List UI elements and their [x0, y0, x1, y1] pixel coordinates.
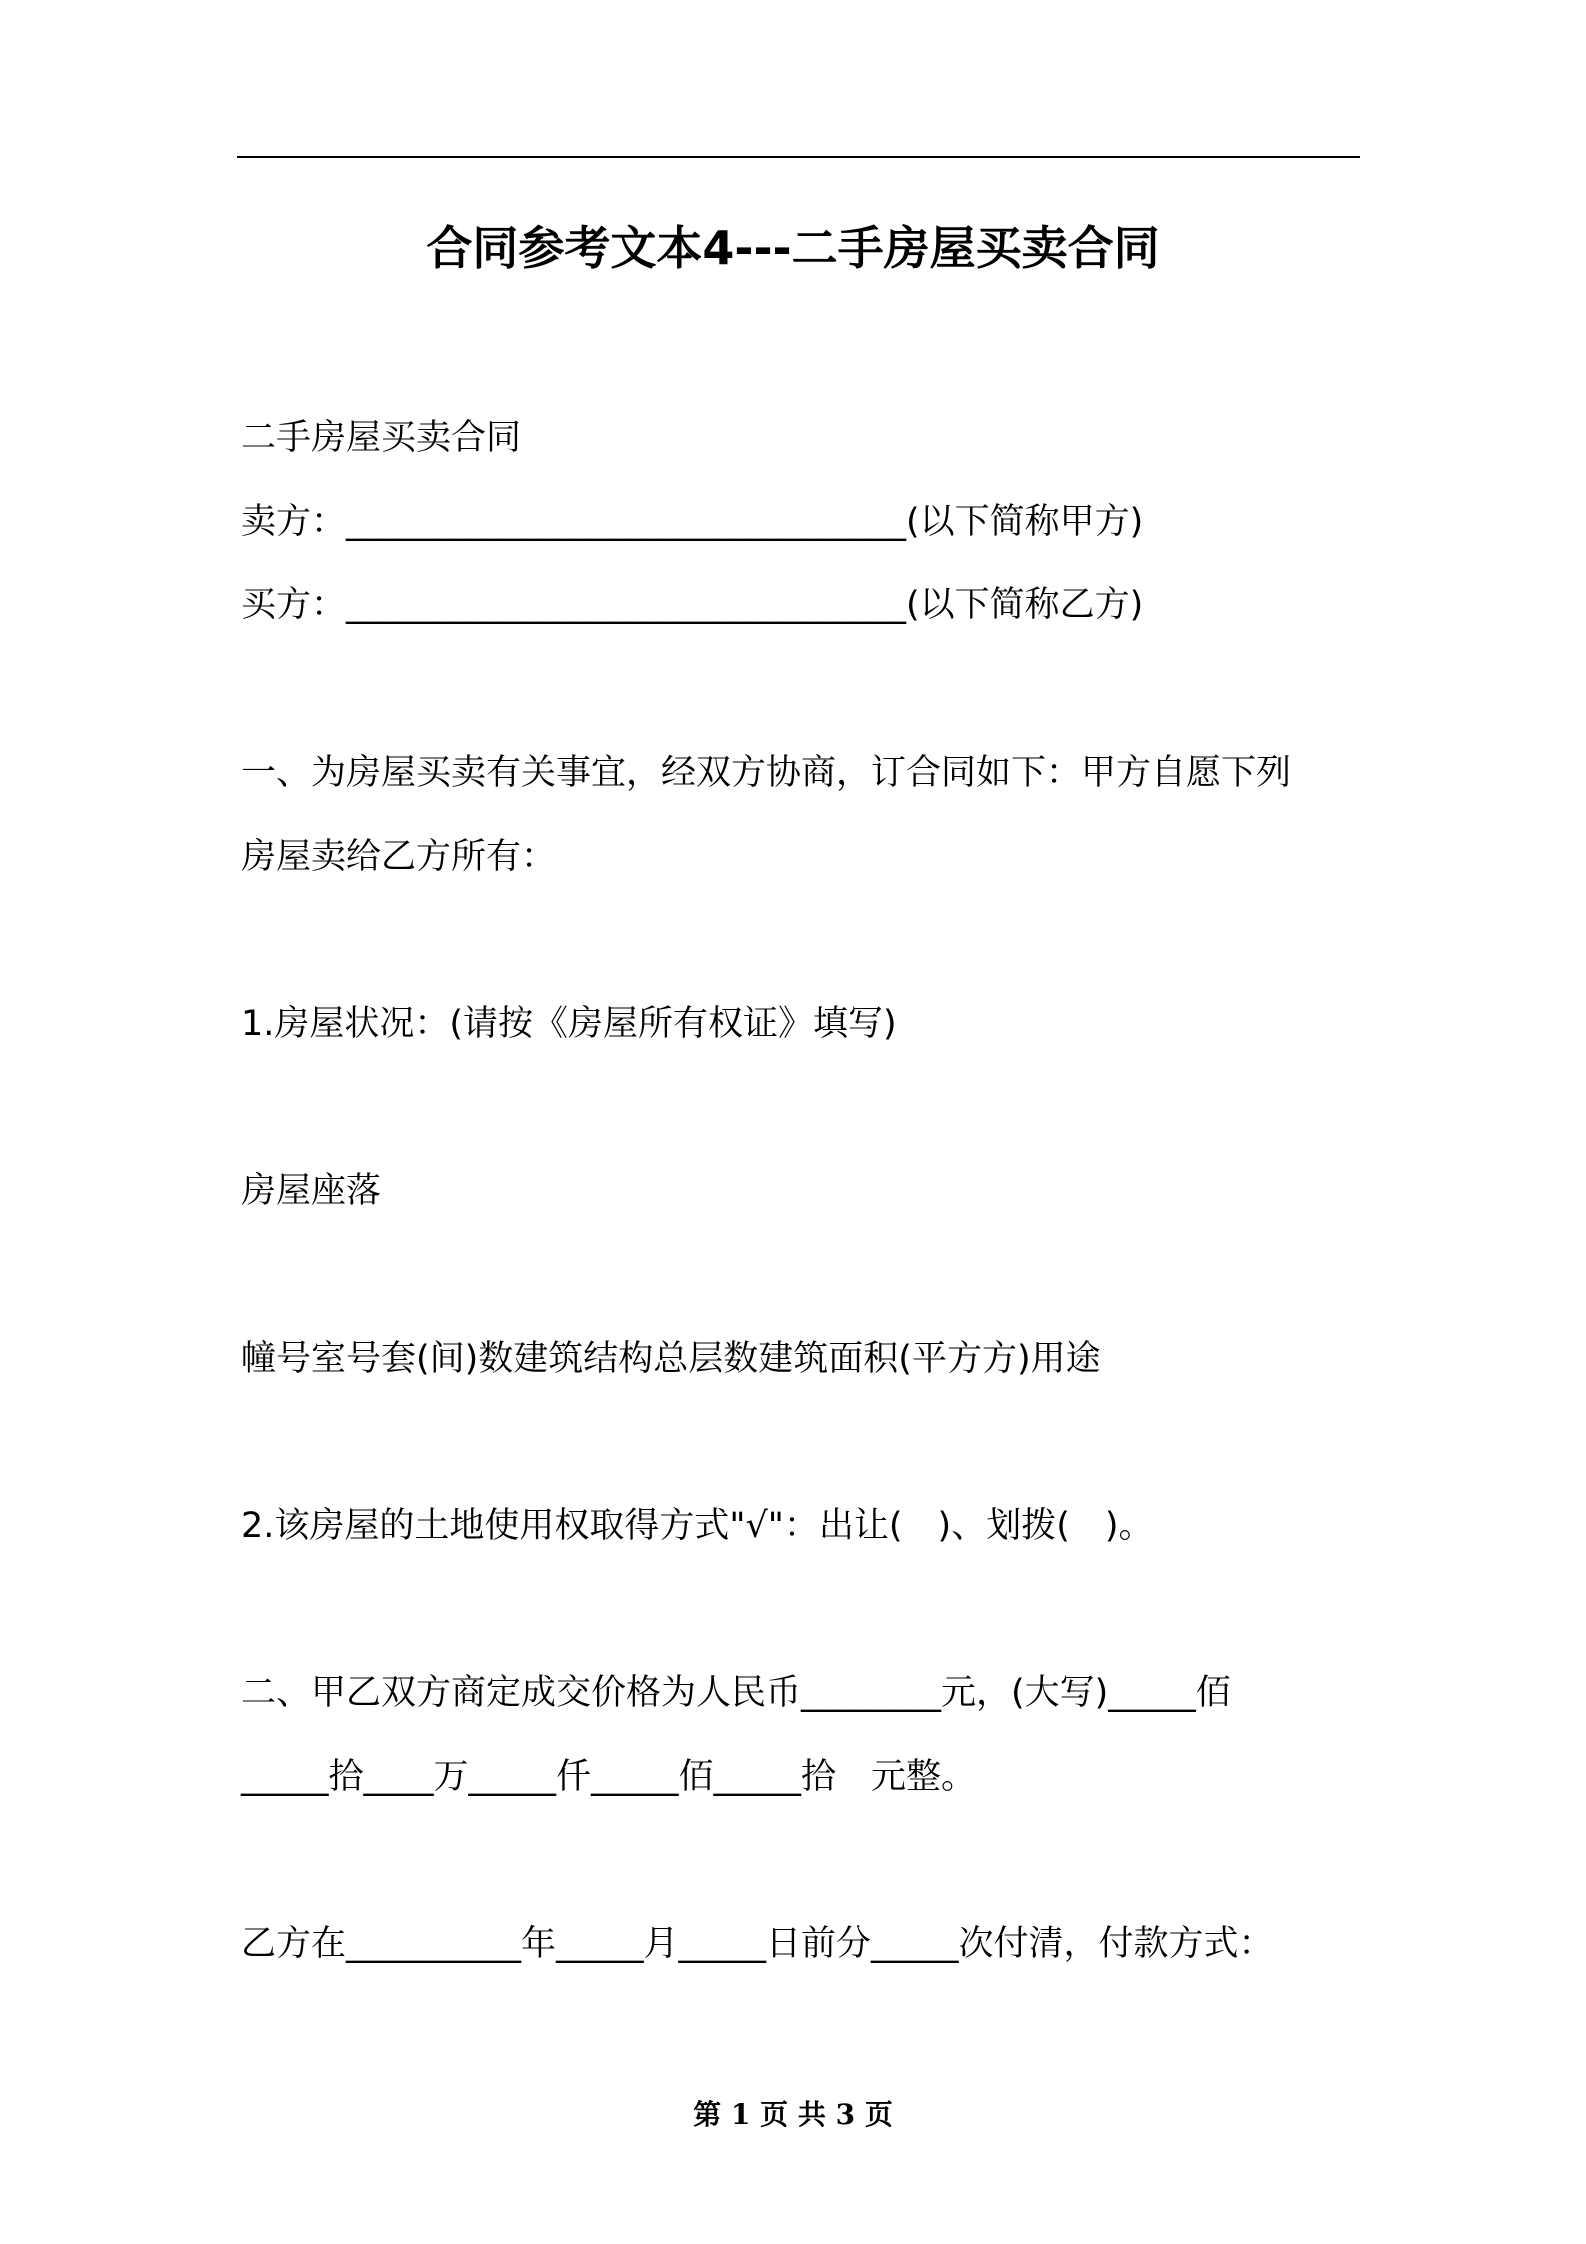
- contract-name: 二手房屋买卖合同: [241, 418, 522, 458]
- document-title: 合同参考文本4---二手房屋买卖合同: [426, 221, 1160, 275]
- price-line-2: _____拾____万_____仟_____佰_____拾 元整。: [241, 1757, 977, 1797]
- house-attributes: 幢号室号套(间)数建筑结构总层数建筑面积(平方方)用途: [241, 1339, 1101, 1379]
- seller-line: 卖方：________________________________(以下简称甲方): [241, 502, 1144, 542]
- house-location: 房屋座落: [241, 1171, 382, 1211]
- payment-line: 乙方在__________年_____月_____日前分_____次付清，付款方式：: [241, 1924, 1274, 1964]
- clause-1-line-2: 房屋卖给乙方所有：: [241, 837, 557, 877]
- header-rule: [237, 156, 1360, 158]
- price-line-1: 二、甲乙双方商定成交价格为人民币________元，(大写)_____佰: [241, 1673, 1231, 1713]
- buyer-line: 买方：________________________________(以下简称乙方): [241, 585, 1144, 625]
- clause-1-line-1: 一、为房屋买卖有关事宜，经双方协商，订合同如下：甲方自愿下列: [241, 753, 1292, 793]
- page-footer: 第 1 页 共 3 页: [693, 2098, 893, 2131]
- house-status: 1.房屋状况：(请按《房屋所有权证》填写): [241, 1004, 897, 1044]
- land-use-right: 2.该房屋的土地使用权取得方式"√"：出让( )、划拨( )。: [241, 1506, 1154, 1546]
